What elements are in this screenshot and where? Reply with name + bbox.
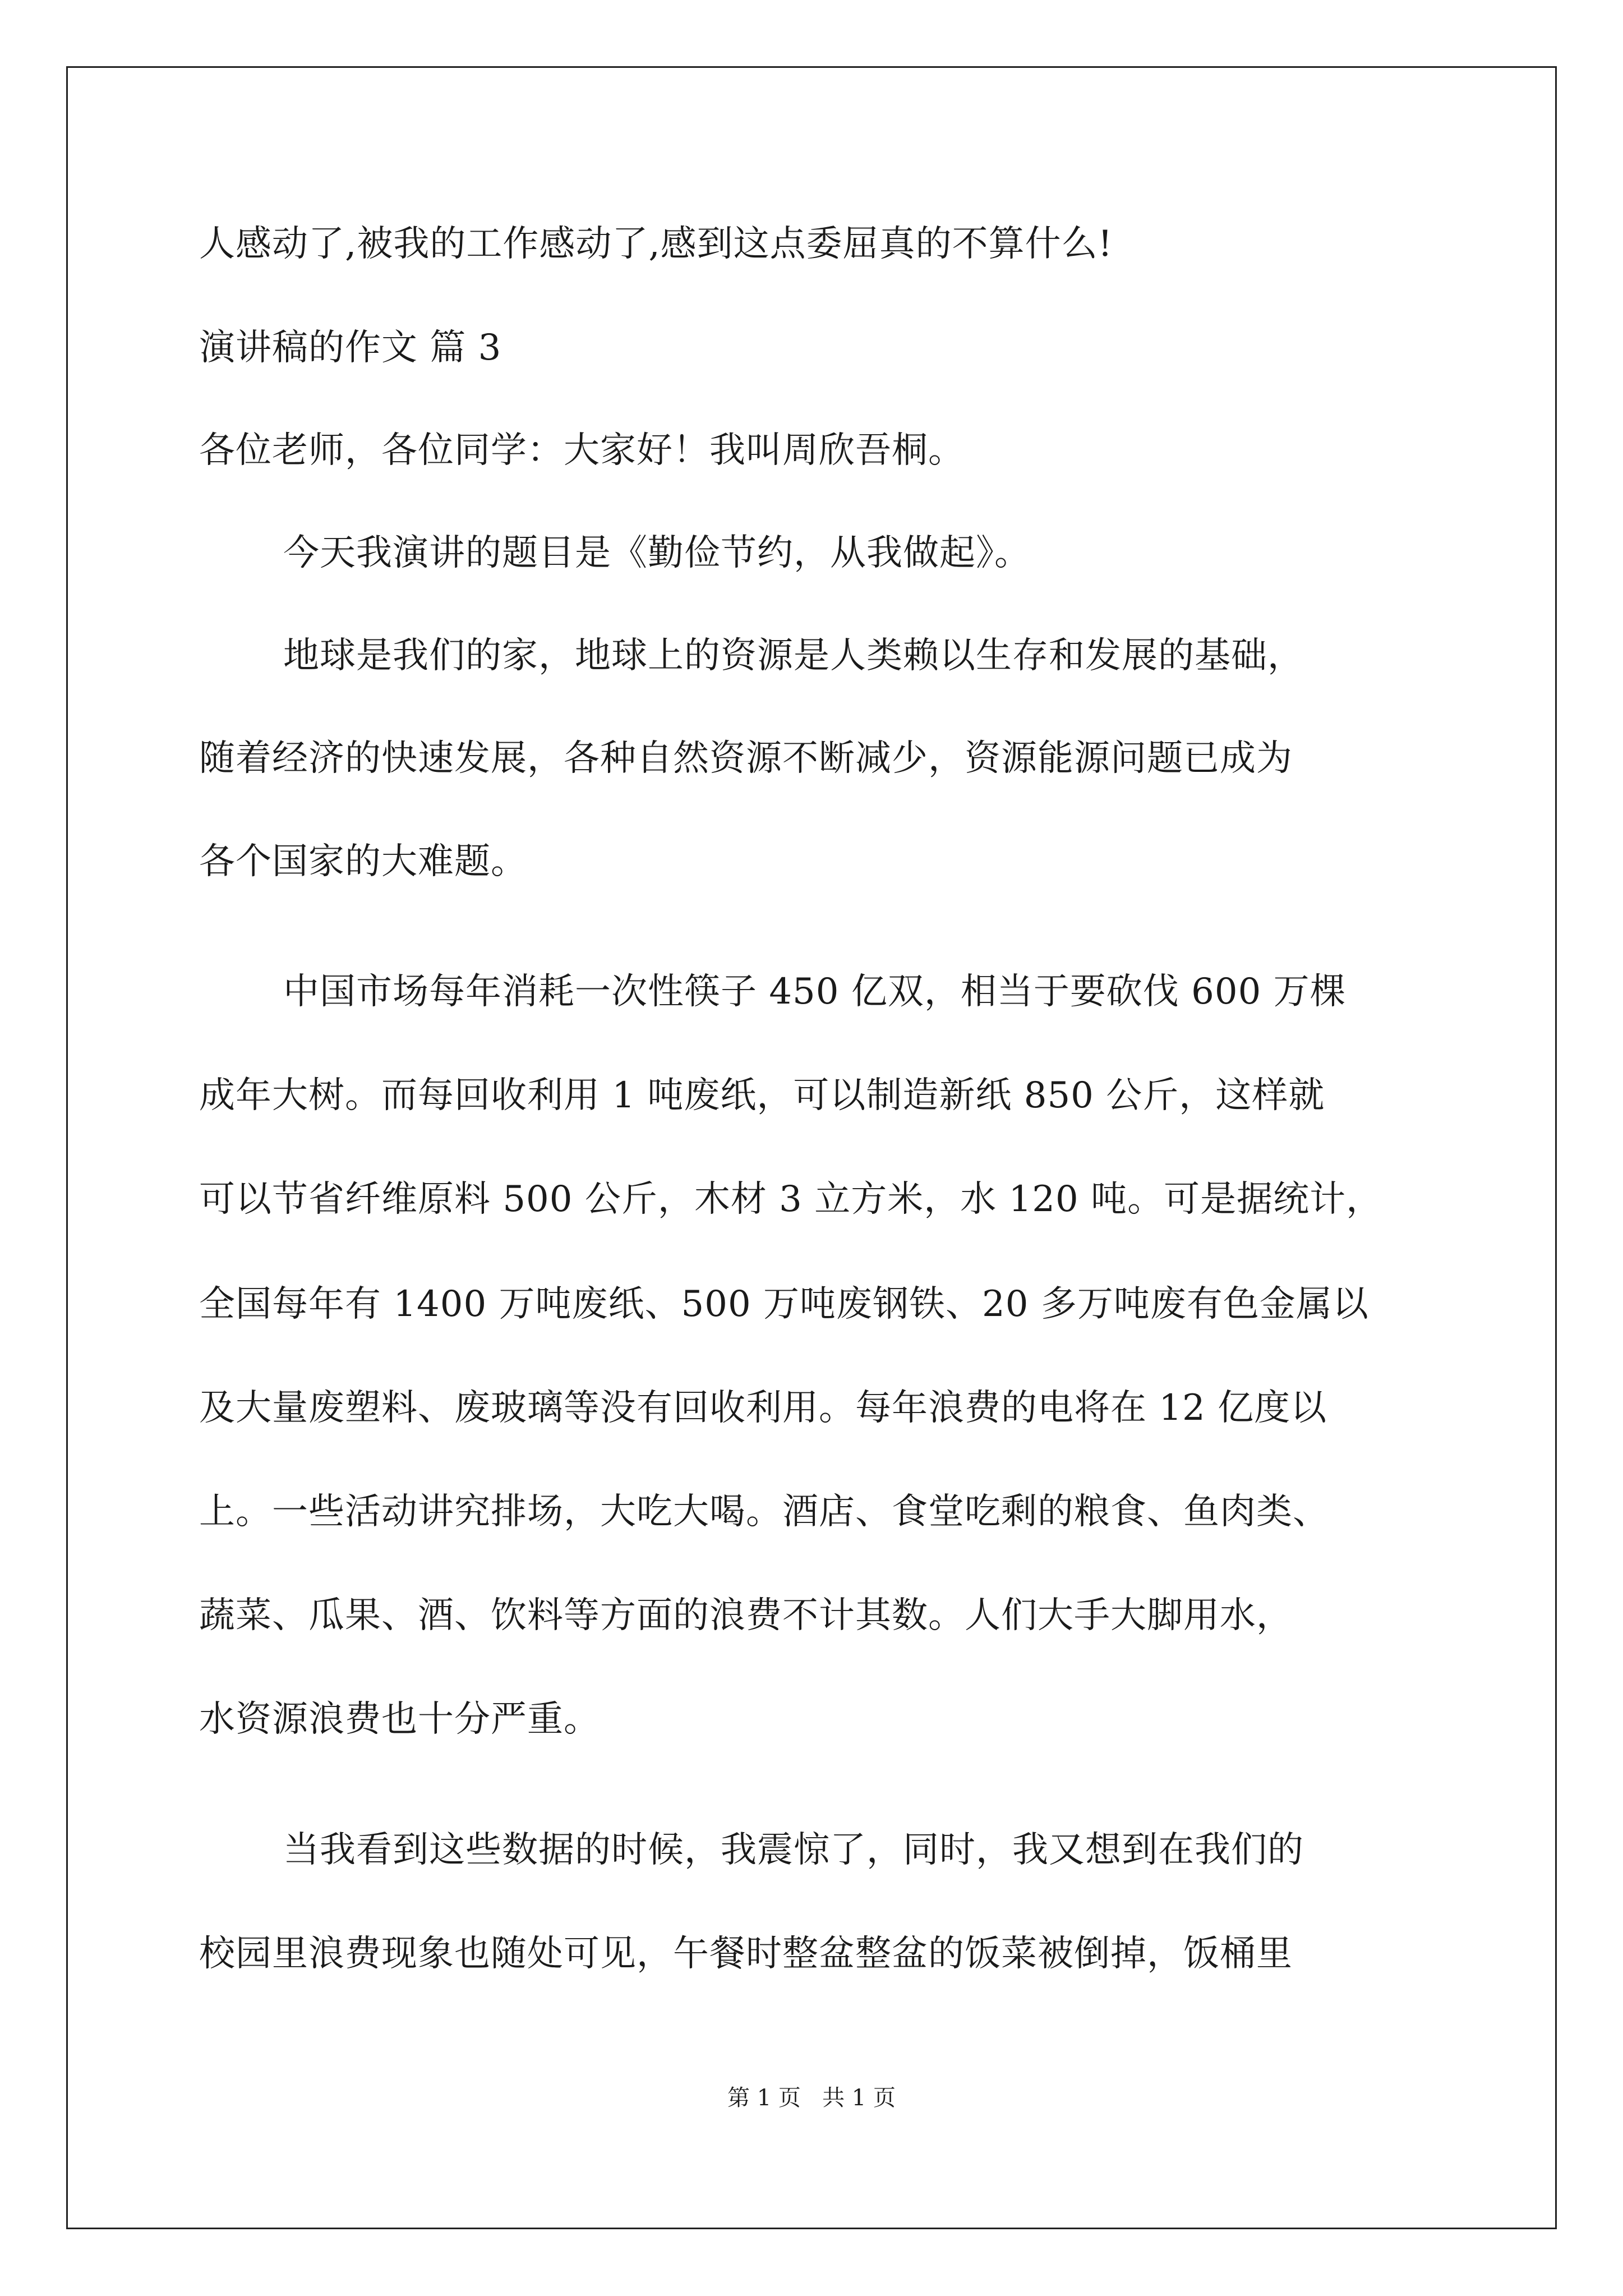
text-line: 蔬菜、瓜果、酒、饮料等方面的浪费不计其数。人们大手大脚用水， [199,1595,1293,1636]
text-line: 随着经济的快速发展，各种自然资源不断减少，资源能源问题已成为 [199,738,1293,779]
greeting-line: 各位老师，各位同学：大家好！我叫周欣吾桐。 [199,430,965,471]
paragraph-start: 当我看到这些数据的时候，我震惊了，同时，我又想到在我们的 [283,1829,1304,1871]
text-line: 各个国家的大难题。 [199,841,527,882]
text-line: 成年大树。而每回收利用 1 吨废纸，可以制造新纸 850 公斤，这样就 [199,1075,1325,1116]
page-border [66,66,1557,2229]
text-line: 水资源浪费也十分严重。 [199,1699,600,1740]
text-line: 校园里浪费现象也随处可见，午餐时整盆整盆的饭菜被倒掉，饭桶里 [199,1933,1293,1975]
paragraph-start: 今天我演讲的题目是《勤俭节约，从我做起》。 [283,532,1031,574]
paragraph-start: 地球是我们的家，地球上的资源是人类赖以生存和发展的基础， [283,635,1304,677]
text-line: 全国每年有 1400 万吨废纸、500 万吨废钢铁、20 多万吨废有色金属以 [199,1283,1369,1325]
text-line: 及大量废塑料、废玻璃等没有回收利用。每年浪费的电将在 12 亿度以 [199,1387,1327,1429]
paragraph-start: 中国市场每年消耗一次性筷子 450 亿双，相当于要砍伐 600 万棵 [283,971,1347,1013]
section-heading: 演讲稿的作文 篇 3 [199,327,502,369]
text-line: 人感动了,被我的工作感动了,感到这点委屈真的不算什么! [199,223,1113,265]
page-number-footer: 第 1 页 共 1 页 [727,2085,896,2111]
text-line: 上。一些活动讲究排场，大吃大喝。酒店、食堂吃剩的粮食、鱼肉类、 [199,1491,1329,1533]
text-line: 可以节省纤维原料 500 公斤，木材 3 立方米，水 120 吨。可是据统计， [199,1179,1383,1220]
